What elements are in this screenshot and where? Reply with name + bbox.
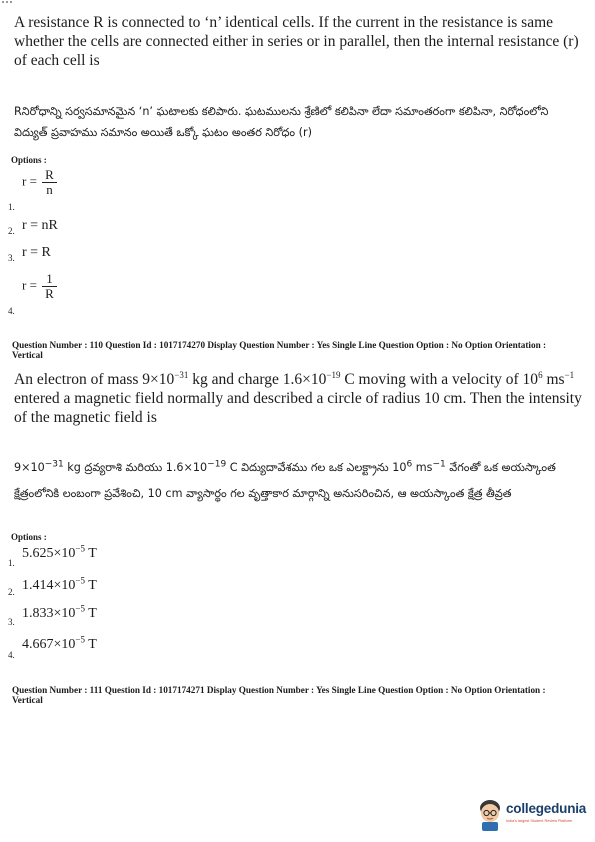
q110-options-label: Options : <box>11 532 47 542</box>
fraction-numerator: 1 <box>46 271 53 286</box>
q109-option-1-number: 1. <box>8 202 15 212</box>
page-top-mark <box>2 1 12 6</box>
q110-telugu-text: $9\times 10^{-31}$ kg ద్రవ్యరాశి మరియు $1.6\times 10^{-19}$ C విద్యుదావేశము గల ఒక ఎలక్ట్రాను $10^6$ $ms^{-1}$ వేగంతో ఒక అయస్కాంత క్షేత్రంలోనికి లంబంగా ప్రవేశించి, 10 cm వ్యాసార్థం గల వృత్తాకార మార్గాన్ని అనుసరించిన, ఆ అయస్కాంత క్షేత్ర తీవ్రత <box>14 459 556 500</box>
q110-option-1-number: 1. <box>8 558 15 568</box>
fraction <box>42 168 57 197</box>
q110-option-4-number: 4. <box>8 650 15 660</box>
fraction-numerator: R <box>45 167 54 182</box>
fraction <box>42 272 57 301</box>
q109-option-1-lhs: r = <box>22 173 37 189</box>
question-paper-page: A resistance R is connected to ‘n’ identical cells. If the current in the resistance is same whether the cells are connected either in series or in parallel, then the internal resistance (r) of each cell is Rనిరోధాన్ని సర్వసమానమైన ‘n’ ఘటాలకు కలిపారు. ఘటములను శ్రేణిలో కలిపినా లేదా సమాంతరంగా కలిపినా, నిరోధంలోని విద్యుత్ ప్రవాహము సమానం అయితే ఒక్కో ఘటం అంతర నిరోధం (r) Options : 1. r = $\frac{R}{n}$ 2. r = nR 3. r = R 4. r = $\frac{1}{R}$ Question Number : 110 Question Id : 1017174270 Display Question Number : Yes Single Line Question Option : No Option Orientation : Vertical An electron of mass $9\times 10^{-31}$ kg and charge $1.6\times 10^{-19}$ C moving with a velocity of $10^6$ $ms^{-1}$ entered a magnetic field normally and described a circle of radius 10 cm. Then the intensity of the magnetic field is $9\times 10^{-31}$ kg ద్రవ్యరాశి మరియు $1.6\times 10^{-19}$ C విద్యుదావేశము గల ఒక ఎలక్ట్రాను $10^6$ $ms^{-1}$ వేగంతో ఒక అయస్కాంత క్షేత్రంలోనికి లంబంగా ప్రవేశించి, 10 cm వ్యాసార్థం గల వృత్తాకార మార్గాన్ని అనుసరించిన, ఆ అయస్కాంత క్షేత్ర తీవ్రత Options : 1. $5.625\times 10^{-5}$ T 2. $1.414\times 10^{-5}$ T 3. $1.833\times 10^{-5}$ T 4. $4.667\times 10^{-5}$ T Question Number : 111 Question Id : 1017174271 Display Question Number : Yes Single Line Question Option : No Option Orientation : Vertical collegedunia India's largest Student Review Platform <box>0 0 595 842</box>
q109-option-2-text: r = nR <box>22 218 58 233</box>
q111-meta: Question Number : 111 Question Id : 1017174271 Display Question Number : Yes Single Line Question Option : No Option Orientation : Vertical <box>12 685 546 705</box>
q109-option-4-lhs: r = <box>22 277 37 293</box>
q110-meta: Question Number : 110 Question Id : 1017174270 Display Question Number : Yes Single Line Question Option : No Option Orientation : Vertical <box>12 340 547 360</box>
fraction-denominator: R <box>45 286 54 301</box>
q109-option-4-number: 4. <box>8 306 15 316</box>
fraction-denominator: n <box>46 182 53 197</box>
q109-english-text: A resistance R is connected to ‘n’ identical cells. If the current in the resistance is same whether the cells are connected either in series or in parallel, then the internal resistance (r) of each cell is <box>14 14 579 69</box>
q109-option-3-text: r = R <box>22 245 51 260</box>
q109-option-2-number: 2. <box>8 226 15 236</box>
mascot-icon <box>476 797 506 831</box>
logo-tagline: India's largest Student Review Platform <box>506 819 573 823</box>
q109-telugu-text: Rనిరోధాన్ని సర్వసమానమైన ‘n’ ఘటాలకు కలిపారు. ఘటములను శ్రేణిలో కలిపినా లేదా సమాంతరంగా కలిపినా, నిరోధంలోని విద్యుత్ ప్రవాహము సమానం అయితే ఒక్కో ఘటం అంతర నిరోధం (r) <box>14 105 549 139</box>
q109-option-3-number: 3. <box>8 253 15 263</box>
logo-wordmark: collegedunia <box>506 801 587 816</box>
q110-option-3-number: 3. <box>8 617 15 627</box>
q109-options-label: Options : <box>11 155 47 165</box>
collegedunia-logo <box>476 797 588 833</box>
q110-option-2-number: 2. <box>8 587 15 597</box>
q110-english-text: An electron of mass $9\times 10^{-31}$ kg and charge $1.6\times 10^{-19}$ C moving with a velocity of $10^6$ $ms^{-1}$ entered a magnetic field normally and described a circle of radius 10 cm. Then the intensity of the magnetic field is <box>14 369 582 426</box>
